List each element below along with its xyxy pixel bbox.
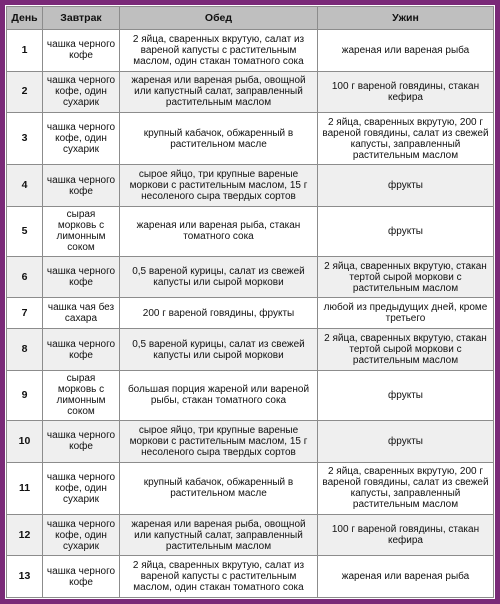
cell-lunch: 0,5 вареной курицы, салат из свежей капусты или сырой моркови: [120, 329, 318, 371]
cell-day: 12: [7, 514, 43, 556]
cell-dinner: 2 яйца, сваренных вкрутую, стакан тертой сырой моркови с растительным маслом: [318, 329, 494, 371]
cell-day: 9: [7, 370, 43, 420]
cell-lunch: сырое яйцо, три крупные вареные моркови с растительным маслом, 15 г несоленого сыра твердых сортов: [120, 420, 318, 462]
cell-day: 4: [7, 165, 43, 207]
table-row: [7, 256, 494, 298]
table-row: [7, 420, 494, 462]
cell-breakfast: чашка черного кофе, один сухарик: [43, 462, 120, 514]
cell-breakfast: чашка черного кофе: [43, 256, 120, 298]
cell-lunch: крупный кабачок, обжаренный в растительном масле: [120, 462, 318, 514]
cell-day: 7: [7, 298, 43, 329]
table-row: [7, 329, 494, 371]
cell-day: 1: [7, 30, 43, 72]
cell-dinner: жареная или вареная рыба: [318, 30, 494, 72]
table-row: [7, 206, 494, 256]
cell-dinner: 2 яйца, сваренных вкрутую, 200 г вареной говядины, салат из свежей капусты, заправленный растительным маслом: [318, 113, 494, 165]
header-dinner: Ужин: [318, 7, 494, 30]
cell-lunch: крупный кабачок, обжаренный в растительном масле: [120, 113, 318, 165]
cell-dinner: фрукты: [318, 420, 494, 462]
cell-breakfast: чашка черного кофе, один сухарик: [43, 514, 120, 556]
cell-breakfast: чашка черного кофе, один сухарик: [43, 113, 120, 165]
cell-day: 6: [7, 256, 43, 298]
table-row: [7, 298, 494, 329]
cell-dinner: 100 г вареной говядины, стакан кефира: [318, 514, 494, 556]
table-row: [7, 165, 494, 207]
cell-day: 8: [7, 329, 43, 371]
cell-day: 10: [7, 420, 43, 462]
table-row: [7, 370, 494, 420]
header-breakfast: Завтрак: [43, 7, 120, 30]
cell-lunch: большая порция жареной или вареной рыбы, стакан томатного сока: [120, 370, 318, 420]
cell-dinner: 100 г вареной говядины, стакан кефира: [318, 71, 494, 113]
cell-dinner: жареная или вареная рыба: [318, 556, 494, 598]
cell-day: 5: [7, 206, 43, 256]
table-row: [7, 462, 494, 514]
table-row: [7, 556, 494, 598]
table-row: [7, 113, 494, 165]
cell-breakfast: чашка черного кофе: [43, 556, 120, 598]
cell-dinner: фрукты: [318, 206, 494, 256]
cell-lunch: 0,5 вареной курицы, салат из свежей капусты или сырой моркови: [120, 256, 318, 298]
cell-lunch: жареная или вареная рыба, стакан томатного сока: [120, 206, 318, 256]
table-row: [7, 71, 494, 113]
cell-breakfast: сырая морковь с лимонным соком: [43, 206, 120, 256]
cell-day: 13: [7, 556, 43, 598]
menu-frame: [5, 5, 495, 599]
table-row: [7, 30, 494, 72]
cell-breakfast: чашка чая без сахара: [43, 298, 120, 329]
cell-dinner: 2 яйца, сваренных вкрутую, стакан тертой сырой моркови с растительным маслом: [318, 256, 494, 298]
table-header-row: [7, 7, 494, 30]
cell-lunch: 2 яйца, сваренных вкрутую, салат из вареной капусты с растительным маслом, один стакан томатного сока: [120, 30, 318, 72]
cell-day: 11: [7, 462, 43, 514]
cell-lunch: жареная или вареная рыба, овощной или капустный салат, заправленный растительным маслом: [120, 514, 318, 556]
cell-dinner: фрукты: [318, 165, 494, 207]
cell-lunch: 2 яйца, сваренных вкрутую, салат из вареной капусты с растительным маслом, один стакан томатного сока: [120, 556, 318, 598]
cell-dinner: любой из предыдущих дней, кроме третьего: [318, 298, 494, 329]
cell-breakfast: чашка черного кофе: [43, 420, 120, 462]
cell-dinner: 2 яйца, сваренных вкрутую, 200 г вареной говядины, салат из свежей капусты, заправленный растительным маслом: [318, 462, 494, 514]
cell-day: 3: [7, 113, 43, 165]
cell-breakfast: сырая морковь с лимонным соком: [43, 370, 120, 420]
cell-breakfast: чашка черного кофе: [43, 329, 120, 371]
cell-lunch: сырое яйцо, три крупные вареные моркови с растительным маслом, 15 г несоленого сыра твердых сортов: [120, 165, 318, 207]
cell-dinner: фрукты: [318, 370, 494, 420]
table-body: [7, 30, 494, 598]
cell-breakfast: чашка черного кофе, один сухарик: [43, 71, 120, 113]
cell-day: 2: [7, 71, 43, 113]
table-row: [7, 514, 494, 556]
diet-menu-table: [6, 6, 494, 598]
cell-lunch: 200 г вареной говядины, фрукты: [120, 298, 318, 329]
cell-breakfast: чашка черного кофе: [43, 30, 120, 72]
header-lunch: Обед: [120, 7, 318, 30]
cell-breakfast: чашка черного кофе: [43, 165, 120, 207]
cell-lunch: жареная или вареная рыба, овощной или капустный салат, заправленный растительным маслом: [120, 71, 318, 113]
header-day: День: [7, 7, 43, 30]
